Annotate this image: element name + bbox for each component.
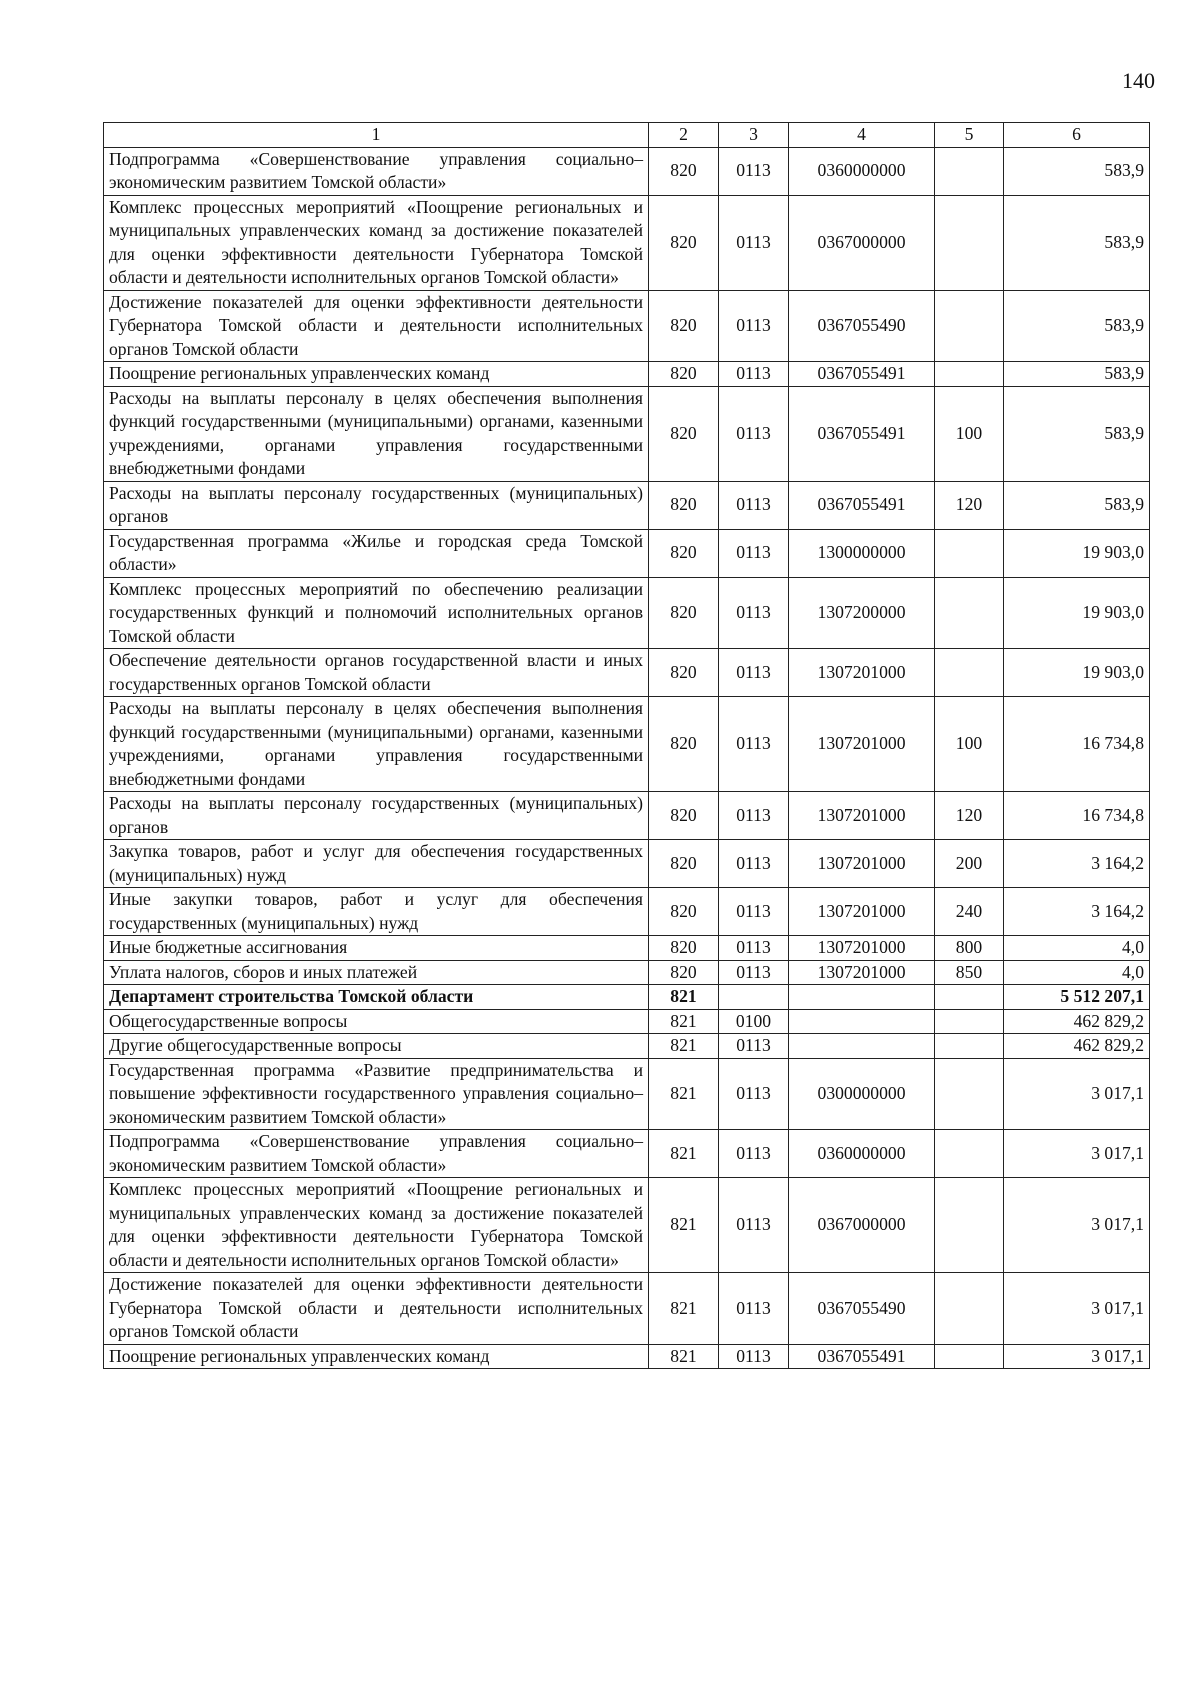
row-expense-type-cell: 850: [935, 960, 1004, 985]
row-amount-cell: 583,9: [1004, 481, 1150, 529]
table-row: [104, 888, 1150, 936]
row-name-cell: Комплекс процессных мероприятий по обеспечению реализации государственных функций и полномочий исполнительных органов Томской области: [104, 577, 649, 649]
row-code-cell: 821: [649, 1009, 719, 1034]
table-row: [104, 481, 1150, 529]
table-row: [104, 1344, 1150, 1369]
table-body: [104, 147, 1150, 1369]
row-expense-type-cell: [935, 1178, 1004, 1273]
table-row: [104, 1273, 1150, 1345]
table-row: [104, 147, 1150, 195]
row-amount-cell: 3 017,1: [1004, 1178, 1150, 1273]
row-name-cell: Департамент строительства Томской области: [104, 985, 649, 1010]
row-section-cell: 0113: [719, 386, 789, 481]
row-expense-type-cell: [935, 362, 1004, 387]
row-target-article-cell: [789, 985, 935, 1010]
budget-table: [103, 122, 1150, 1369]
row-code-cell: 821: [649, 1058, 719, 1130]
row-expense-type-cell: [935, 1273, 1004, 1345]
row-code-cell: 820: [649, 960, 719, 985]
row-section-cell: 0113: [719, 697, 789, 792]
row-section-cell: 0113: [719, 529, 789, 577]
row-code-cell: 820: [649, 481, 719, 529]
row-target-article-cell: 1307200000: [789, 577, 935, 649]
row-code-cell: 820: [649, 195, 719, 290]
row-name-cell: Уплата налогов, сборов и иных платежей: [104, 960, 649, 985]
row-target-article-cell: 0360000000: [789, 147, 935, 195]
row-amount-cell: 583,9: [1004, 195, 1150, 290]
row-section-cell: 0113: [719, 649, 789, 697]
row-section-cell: [719, 985, 789, 1010]
row-amount-cell: 462 829,2: [1004, 1009, 1150, 1034]
row-amount-cell: 3 164,2: [1004, 888, 1150, 936]
row-expense-type-cell: [935, 1058, 1004, 1130]
row-target-article-cell: 0367055491: [789, 362, 935, 387]
page-number: 140: [1122, 68, 1155, 93]
row-code-cell: 821: [649, 1178, 719, 1273]
row-section-cell: 0113: [719, 577, 789, 649]
row-name-cell: Поощрение региональных управленческих команд: [104, 362, 649, 387]
table-row: [104, 362, 1150, 387]
row-amount-cell: 462 829,2: [1004, 1034, 1150, 1059]
row-code-cell: 820: [649, 888, 719, 936]
table-row: [104, 649, 1150, 697]
row-expense-type-cell: [935, 529, 1004, 577]
row-target-article-cell: 1307201000: [789, 792, 935, 840]
table-row: [104, 1058, 1150, 1130]
row-name-cell: Подпрограмма «Совершенствование управления социально–экономическим развитием Томской области»: [104, 1130, 649, 1178]
column-header: 5: [935, 123, 1004, 148]
row-target-article-cell: 0300000000: [789, 1058, 935, 1130]
row-expense-type-cell: 100: [935, 697, 1004, 792]
row-name-cell: Расходы на выплаты персоналу государственных (муниципальных) органов: [104, 792, 649, 840]
row-amount-cell: 583,9: [1004, 386, 1150, 481]
row-target-article-cell: 1307201000: [789, 960, 935, 985]
row-section-cell: 0113: [719, 362, 789, 387]
row-code-cell: 820: [649, 792, 719, 840]
row-expense-type-cell: [935, 1034, 1004, 1059]
table-row: [104, 577, 1150, 649]
row-code-cell: 820: [649, 529, 719, 577]
row-name-cell: Государственная программа «Жилье и городская среда Томской области»: [104, 529, 649, 577]
row-section-cell: 0113: [719, 1344, 789, 1369]
row-section-cell: 0113: [719, 792, 789, 840]
row-amount-cell: 3 017,1: [1004, 1344, 1150, 1369]
row-code-cell: 821: [649, 1130, 719, 1178]
row-section-cell: 0113: [719, 888, 789, 936]
row-section-cell: 0113: [719, 1130, 789, 1178]
row-name-cell: Комплекс процессных мероприятий «Поощрение региональных и муниципальных управленческих команд за достижение показателей для оценки эффективности деятельности Губернатора Томской области и деятельности исполнительных органов Томской области»: [104, 195, 649, 290]
table-row: [104, 386, 1150, 481]
row-amount-cell: 16 734,8: [1004, 697, 1150, 792]
row-amount-cell: 16 734,8: [1004, 792, 1150, 840]
row-amount-cell: 3 017,1: [1004, 1130, 1150, 1178]
row-name-cell: Достижение показателей для оценки эффективности деятельности Губернатора Томской области и деятельности исполнительных органов Томской области: [104, 1273, 649, 1345]
row-name-cell: Обеспечение деятельности органов государственной власти и иных государственных органов Томской области: [104, 649, 649, 697]
row-expense-type-cell: 120: [935, 792, 1004, 840]
row-code-cell: 821: [649, 985, 719, 1010]
table-row: [104, 290, 1150, 362]
row-target-article-cell: 0367000000: [789, 195, 935, 290]
row-code-cell: 821: [649, 1034, 719, 1059]
row-expense-type-cell: [935, 195, 1004, 290]
table-row: [104, 1130, 1150, 1178]
column-header: 4: [789, 123, 935, 148]
row-section-cell: 0113: [719, 290, 789, 362]
table-row: [104, 960, 1150, 985]
row-amount-cell: 19 903,0: [1004, 529, 1150, 577]
row-section-cell: 0113: [719, 195, 789, 290]
row-target-article-cell: [789, 1034, 935, 1059]
row-target-article-cell: 0367055491: [789, 386, 935, 481]
row-code-cell: 820: [649, 840, 719, 888]
row-expense-type-cell: [935, 1130, 1004, 1178]
row-target-article-cell: 1307201000: [789, 840, 935, 888]
row-expense-type-cell: 240: [935, 888, 1004, 936]
row-section-cell: 0113: [719, 960, 789, 985]
row-amount-cell: 4,0: [1004, 960, 1150, 985]
row-target-article-cell: 0367055490: [789, 290, 935, 362]
row-section-cell: 0113: [719, 147, 789, 195]
row-amount-cell: 3 164,2: [1004, 840, 1150, 888]
row-amount-cell: 19 903,0: [1004, 649, 1150, 697]
row-target-article-cell: 1300000000: [789, 529, 935, 577]
row-code-cell: 820: [649, 697, 719, 792]
row-name-cell: Поощрение региональных управленческих команд: [104, 1344, 649, 1369]
row-name-cell: Другие общегосударственные вопросы: [104, 1034, 649, 1059]
row-expense-type-cell: [935, 577, 1004, 649]
row-section-cell: 0113: [719, 936, 789, 961]
row-name-cell: Общегосударственные вопросы: [104, 1009, 649, 1034]
table-row: [104, 697, 1150, 792]
column-header: 6: [1004, 123, 1150, 148]
row-target-article-cell: 1307201000: [789, 697, 935, 792]
row-expense-type-cell: [935, 290, 1004, 362]
row-expense-type-cell: 200: [935, 840, 1004, 888]
table-row: [104, 985, 1150, 1010]
table-header-row: [104, 123, 1150, 148]
table-row: [104, 1178, 1150, 1273]
row-name-cell: Иные бюджетные ассигнования: [104, 936, 649, 961]
row-target-article-cell: 0367055490: [789, 1273, 935, 1345]
row-code-cell: 820: [649, 936, 719, 961]
row-target-article-cell: 0360000000: [789, 1130, 935, 1178]
row-name-cell: Расходы на выплаты персоналу в целях обеспечения выполнения функций государственными (муниципальными) органами, казенными учреждениями, органами управления государственными внебюджетными фондами: [104, 386, 649, 481]
row-code-cell: 820: [649, 147, 719, 195]
row-code-cell: 820: [649, 290, 719, 362]
row-code-cell: 820: [649, 386, 719, 481]
row-name-cell: Иные закупки товаров, работ и услуг для обеспечения государственных (муниципальных) нужд: [104, 888, 649, 936]
row-section-cell: 0113: [719, 840, 789, 888]
row-amount-cell: 583,9: [1004, 147, 1150, 195]
row-amount-cell: 583,9: [1004, 290, 1150, 362]
row-name-cell: Достижение показателей для оценки эффективности деятельности Губернатора Томской области и деятельности исполнительных органов Томской области: [104, 290, 649, 362]
row-expense-type-cell: [935, 1009, 1004, 1034]
row-section-cell: 0113: [719, 1273, 789, 1345]
row-expense-type-cell: 800: [935, 936, 1004, 961]
table-row: [104, 529, 1150, 577]
row-target-article-cell: 0367055491: [789, 481, 935, 529]
row-section-cell: 0113: [719, 1058, 789, 1130]
row-name-cell: Расходы на выплаты персоналу в целях обеспечения выполнения функций государственными (муниципальными) органами, казенными учреждениями, органами управления государственными внебюджетными фондами: [104, 697, 649, 792]
column-header: 3: [719, 123, 789, 148]
row-expense-type-cell: 120: [935, 481, 1004, 529]
row-amount-cell: 3 017,1: [1004, 1273, 1150, 1345]
row-section-cell: 0113: [719, 1034, 789, 1059]
row-code-cell: 820: [649, 577, 719, 649]
row-expense-type-cell: 100: [935, 386, 1004, 481]
table-row: [104, 1034, 1150, 1059]
row-name-cell: Государственная программа «Развитие предпринимательства и повышение эффективности государственного управления социально–экономическим развитием Томской области»: [104, 1058, 649, 1130]
row-target-article-cell: [789, 1009, 935, 1034]
row-code-cell: 821: [649, 1273, 719, 1345]
row-expense-type-cell: [935, 1344, 1004, 1369]
row-section-cell: 0113: [719, 481, 789, 529]
row-amount-cell: 583,9: [1004, 362, 1150, 387]
row-name-cell: Закупка товаров, работ и услуг для обеспечения государственных (муниципальных) нужд: [104, 840, 649, 888]
row-expense-type-cell: [935, 147, 1004, 195]
row-amount-cell: 3 017,1: [1004, 1058, 1150, 1130]
row-name-cell: Расходы на выплаты персоналу государственных (муниципальных) органов: [104, 481, 649, 529]
row-section-cell: 0100: [719, 1009, 789, 1034]
row-code-cell: 821: [649, 1344, 719, 1369]
table-row: [104, 792, 1150, 840]
row-section-cell: 0113: [719, 1178, 789, 1273]
row-target-article-cell: 0367055491: [789, 1344, 935, 1369]
row-amount-cell: 19 903,0: [1004, 577, 1150, 649]
row-amount-cell: 5 512 207,1: [1004, 985, 1150, 1010]
row-target-article-cell: 1307201000: [789, 888, 935, 936]
row-code-cell: 820: [649, 649, 719, 697]
table-row: [104, 936, 1150, 961]
row-name-cell: Подпрограмма «Совершенствование управления социально–экономическим развитием Томской области»: [104, 147, 649, 195]
column-header: 1: [104, 123, 649, 148]
row-expense-type-cell: [935, 649, 1004, 697]
table-row: [104, 195, 1150, 290]
row-amount-cell: 4,0: [1004, 936, 1150, 961]
row-target-article-cell: 1307201000: [789, 649, 935, 697]
row-expense-type-cell: [935, 985, 1004, 1010]
table-row: [104, 1009, 1150, 1034]
row-code-cell: 820: [649, 362, 719, 387]
row-target-article-cell: 1307201000: [789, 936, 935, 961]
column-header: 2: [649, 123, 719, 148]
row-target-article-cell: 0367000000: [789, 1178, 935, 1273]
table-row: [104, 840, 1150, 888]
row-name-cell: Комплекс процессных мероприятий «Поощрение региональных и муниципальных управленческих команд за достижение показателей для оценки эффективности деятельности Губернатора Томской области и деятельности исполнительных органов Томской области»: [104, 1178, 649, 1273]
